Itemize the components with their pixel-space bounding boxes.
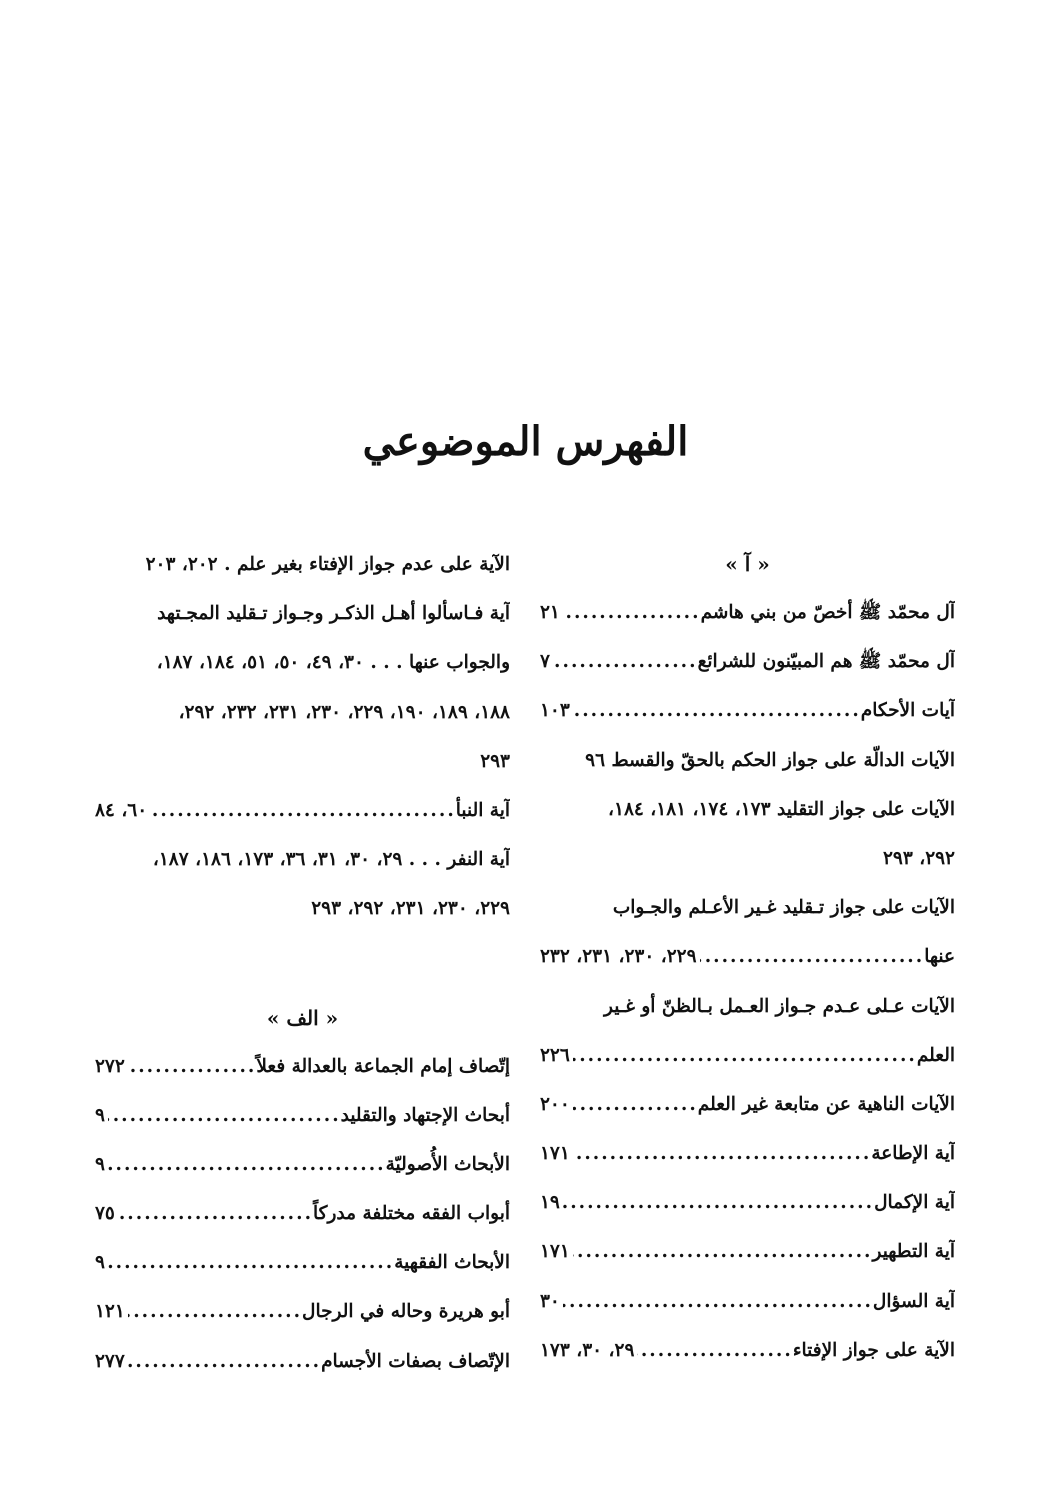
index-column-right [540, 540, 955, 1375]
index-entry [540, 1080, 955, 1129]
index-column-left [95, 540, 510, 1386]
entry-label: أبواب الفقه مختلفة مدركاً [313, 1203, 510, 1225]
index-line: الآيات على جواز التقليد ١٧٣، ١٧٤، ١٨١، ١٨٤، [608, 798, 955, 820]
index-line: الآيات عـلى عـدم جـواز العـمل بـالظنّ أو غـير [604, 995, 955, 1017]
dot-leader [108, 1238, 394, 1287]
entry-label: آية السؤال [872, 1290, 955, 1312]
entry-pages: ٧٥ [95, 1203, 115, 1225]
dot-leader [700, 932, 925, 981]
dot-leader [150, 786, 456, 835]
entry-pages: ١٩ [540, 1192, 560, 1214]
entry-label: آية التطهير [872, 1241, 955, 1263]
dot-leader [637, 1326, 792, 1375]
entry-label: آية النبأ [455, 799, 510, 821]
entry-pages: ٢٢٦ [540, 1044, 570, 1066]
index-entry [95, 1140, 510, 1189]
entry-pages: ٧ [540, 651, 550, 673]
entry-label: آيات الأحكام [860, 700, 955, 722]
entry-label: الأبحاث الفقهية [394, 1252, 510, 1274]
dot-leader [128, 1042, 257, 1091]
index-entry [540, 932, 955, 981]
dot-leader [563, 1178, 874, 1227]
index-entry [540, 1326, 955, 1375]
entry-pages: ٦٠، ٨٤ [95, 799, 148, 821]
entry-pages: ١٧١ [540, 1241, 570, 1263]
entry-label: أبحاث الإجتهاد والتقليد [340, 1104, 510, 1126]
entry-label: آل محمّد ﷺ هم المبيّنون للشرائع [697, 651, 955, 673]
entry-pages: ٢٧٢ [95, 1055, 125, 1077]
entry-pages: ١٢١ [95, 1301, 125, 1323]
index-entry [540, 1277, 955, 1326]
index-entry [95, 1189, 510, 1238]
entry-pages: ٢٧٧ [95, 1350, 125, 1372]
index-line: الآيات على جواز تـقليد غـير الأعـلم والجـواب [612, 897, 955, 919]
entry-pages: ١٧١ [540, 1143, 570, 1165]
index-line: آية فـاسألوا أهـل الذكـر وجـواز تـقليد المجـتهد [157, 603, 510, 625]
index-entries-left-bottom [95, 1042, 510, 1386]
dot-leader [128, 1287, 302, 1336]
dot-leader [128, 1337, 321, 1386]
entry-pages: ١٠٣ [540, 700, 570, 722]
index-entry [95, 1287, 510, 1336]
section-gap [95, 934, 510, 994]
index-entry [540, 588, 955, 637]
index-line: ٢٩٣ [480, 750, 510, 772]
index-entry [540, 637, 955, 686]
dot-leader [118, 1189, 313, 1238]
dot-leader [573, 1031, 917, 1080]
dot-leader [108, 1091, 341, 1140]
index-entry [540, 1178, 955, 1227]
index-line: ٢٢٩، ٢٣٠، ٢٣١، ٢٩٢، ٢٩٣ [311, 898, 510, 920]
entry-pages: ٢٢٩، ٢٣٠، ٢٣١، ٢٣٢ [540, 946, 697, 968]
dot-leader [553, 637, 698, 686]
entry-pages: ٩ [95, 1104, 105, 1126]
entry-pages: ٢٩، ٣٠، ١٧٣ [540, 1339, 635, 1361]
index-entry [540, 1227, 955, 1276]
entry-label: الأبحاث الأُصوليّة [385, 1153, 510, 1175]
index-line: الآيات الدالّة على جواز الحكم بالحقّ والقسط ٩٦ [585, 749, 955, 771]
index-line: ١٨٨، ١٨٩، ١٩٠، ٢٢٩، ٢٣٠، ٢٣١، ٢٣٢، ٢٩٢، [178, 701, 510, 723]
index-entries-left-top [95, 540, 510, 934]
page-title: الفهرس الموضوعي [362, 418, 689, 465]
index-entries-right [540, 588, 955, 1375]
entry-label: آية الإكمال [874, 1192, 955, 1214]
entry-label: آل محمّد ﷺ أخصّ من بني هاشم [700, 602, 955, 623]
dot-leader [563, 588, 701, 637]
entry-pages: ٩ [95, 1252, 105, 1274]
entry-label: العلم [916, 1044, 955, 1066]
entry-label: الآية على جواز الإفتاء [792, 1339, 955, 1361]
entry-label: عنها [924, 946, 955, 968]
dot-leader [573, 1129, 872, 1178]
dot-leader [563, 1277, 873, 1326]
index-line: ٢٩٢، ٢٩٣ [882, 847, 955, 869]
dot-leader [573, 1080, 698, 1129]
dot-leader [108, 1140, 386, 1189]
section-header-alif-madda: « آ » [725, 552, 770, 576]
index-entry [95, 1091, 510, 1140]
index-entry [540, 686, 955, 735]
entry-label: آية الإطاعة [871, 1143, 955, 1165]
entry-label: إتّصاف إمام الجماعة بالعدالة فعلاً [256, 1055, 510, 1077]
entry-pages: ٣٠ [540, 1290, 560, 1312]
entry-pages: ٩ [95, 1153, 105, 1175]
section-header-alif: « الف » [266, 1005, 339, 1030]
entry-pages: ٢٠٠ [540, 1093, 570, 1115]
index-entry [540, 1129, 955, 1178]
index-entry [95, 1042, 510, 1091]
index-entry [95, 1238, 510, 1287]
entry-label: الآيات الناهية عن متابعة غير العلم [697, 1093, 955, 1115]
dot-leader [573, 686, 861, 735]
dot-leader [573, 1227, 873, 1276]
index-entry [540, 1031, 955, 1080]
index-line: والجواب عنها . . . ٣٠، ٤٩، ٥٠، ٥١، ١٨٤، ١٨٧، [156, 652, 510, 674]
index-line: الآية على عدم جواز الإفتاء بغير علم . ٢٠٢، ٢٠٣ [145, 554, 510, 575]
entry-pages: ٢١ [540, 602, 560, 623]
index-entry [95, 1337, 510, 1386]
entry-label: الإتّصاف بصفات الأجسام [321, 1350, 510, 1372]
index-line: آية النفر . . . ٢٩، ٣٠، ٣١، ٣٦، ١٧٣، ١٨٦، ١٨٧، [152, 849, 510, 871]
entry-label: أبو هريرة وحاله في الرجال [302, 1301, 510, 1323]
index-entry [95, 786, 510, 835]
